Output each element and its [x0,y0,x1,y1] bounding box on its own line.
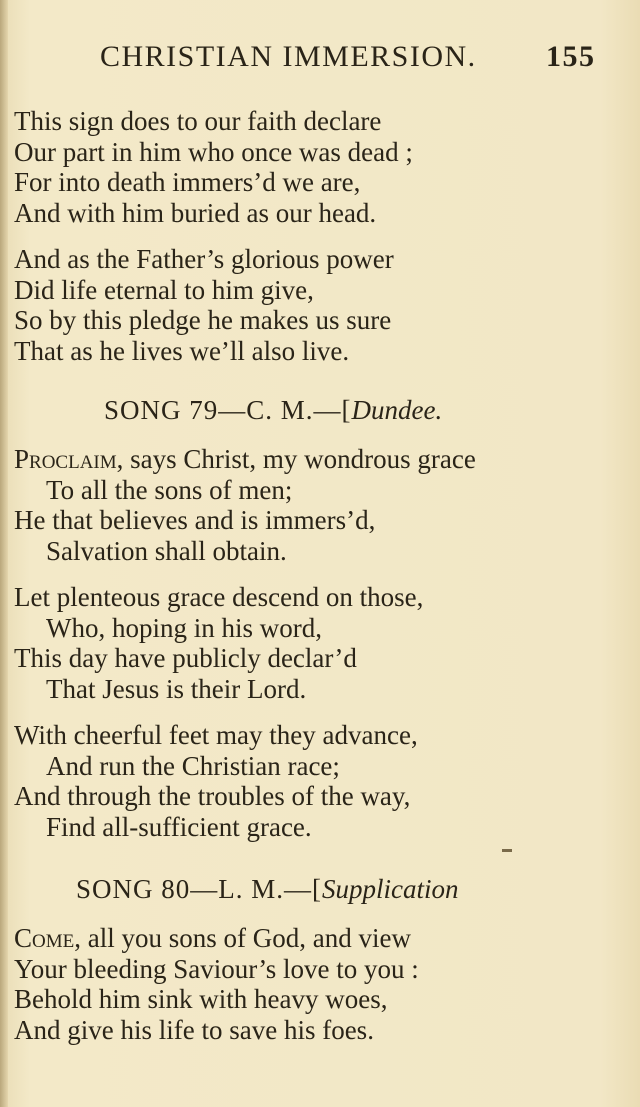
stanza [14,582,614,704]
verse-line: Did life eternal to him give, [14,274,314,305]
stanza [14,720,614,842]
verse-line: That Jesus is their Lord. [46,673,307,704]
stanza [14,923,614,1045]
verse-line: He that believes and is immers’d, [14,505,376,535]
verse-line: Salvation shall obtain. [46,535,287,566]
verse-line: And with him buried as our head. [14,197,377,228]
running-title: CHRISTIAN IMMERSION. [100,40,477,73]
verse-line: For into death immers’d we are, [14,167,361,197]
verse-line: And give his life to save his foes. [14,1014,374,1045]
verse-line: Let plenteous grace descend on those, [14,582,424,612]
verse-text: says Christ, my wondrous grace [130,444,476,474]
verse-line: That as he lives we’ll also live. [14,335,350,366]
verse-line: This day have publicly declar’d [14,643,357,673]
verse-line: And through the troubles of the way, [14,781,411,811]
verse-line: With cheerful feet may they advance, [14,720,418,750]
stanza [14,244,614,366]
verse-text: all you sons of God, and view [87,923,411,953]
song-79-heading [104,395,604,426]
stanza [14,444,614,566]
verse-line: Our part in him who once was dead ; [14,136,413,167]
verse-line [14,444,614,475]
song-80-heading [76,874,576,905]
tune-name: Dundee. [351,395,443,425]
song-heading-text: SONG 80—L. M.—[ [76,874,323,904]
first-word: Come, [14,923,81,953]
verse-line: Behold him sink with heavy woes, [14,984,388,1014]
page-number: 155 [546,40,596,73]
verse-line: Who, hoping in his word, [46,612,322,643]
page-header [100,40,600,80]
verse-line: Find all-sufficient grace. [46,811,312,842]
first-word: Proclaim, [14,444,124,474]
page-edge [0,0,8,1107]
ink-mark [502,849,512,852]
verse-line [14,923,614,954]
verse-line: This sign does to our faith declare [14,106,382,136]
stanza [14,106,614,228]
verse-line: And run the Christian race; [46,750,340,781]
verse-line: And as the Father’s glorious power [14,244,394,274]
verse-line: To all the sons of men; [46,474,293,505]
tune-name: Supplication [322,874,459,904]
verse-line: Your bleeding Saviour’s love to you : [14,953,419,984]
verse-line: So by this pledge he makes us sure [14,305,392,335]
song-heading-text: SONG 79—C. M.—[ [104,395,352,425]
